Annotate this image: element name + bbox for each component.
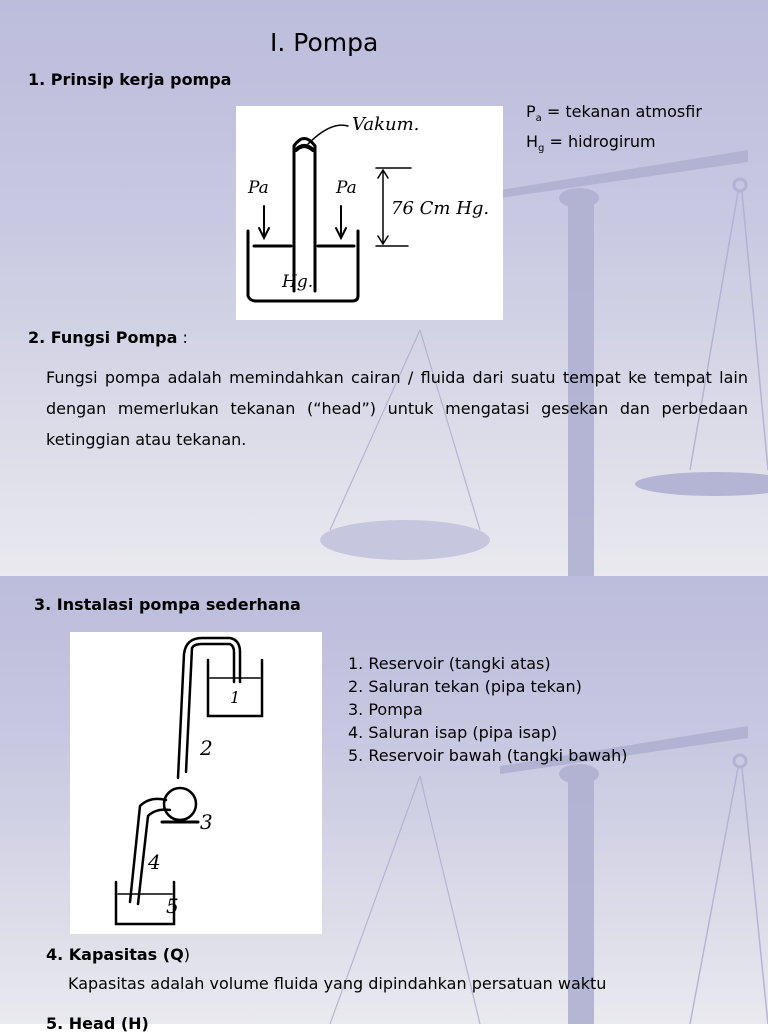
list-item: 1. Reservoir (tangki atas) (348, 654, 551, 673)
label-1: 1 (230, 688, 241, 707)
section-heading-principle: 1. Prinsip kerja pompa (28, 70, 232, 89)
section-heading-head: 5. Head (H) (46, 1014, 149, 1033)
hg-label: Hg. (282, 272, 314, 292)
symbol-legend (526, 100, 702, 160)
section-heading-function: 2. Fungsi Pompa : (28, 328, 188, 347)
list-item: 3. Pompa (348, 700, 423, 719)
legend-hg: $H_g$ = hidrogirum (526, 132, 656, 155)
section-heading-capacity: 4. Kapasitas (Q) (46, 945, 190, 964)
barometer-figure (236, 106, 503, 320)
legend-pa: $P_a$ = tekanan atmosfir (526, 102, 702, 125)
pa-left-label: Pa (248, 178, 269, 198)
label-5: 5 (166, 894, 179, 918)
label-4: 4 (148, 850, 161, 874)
pump-installation-figure (70, 632, 322, 934)
height-label: 76 Cm Hg. (391, 198, 490, 219)
page-title: I. Pompa (270, 28, 379, 57)
section-heading-installation: 3. Instalasi pompa sederhana (34, 595, 301, 614)
pa-right-label: Pa (336, 178, 357, 198)
component-list (348, 652, 627, 767)
function-paragraph: Fungsi pompa adalah memindahkan cairan / fluida dari suatu tempat ke tempat lain dengan memerlukan tekanan (“head”) untuk mengatasi gesekan dan perbedaan ketinggian atau tekanan. (46, 368, 748, 449)
label-2: 2 (200, 736, 213, 760)
vakum-label: Vakum. (352, 114, 420, 135)
capacity-text: Kapasitas adalah volume fluida yang dipindahkan persatuan waktu (68, 974, 607, 993)
pump-installation-sketch (70, 632, 322, 934)
list-item: 5. Reservoir bawah (tangki bawah) (348, 746, 628, 765)
list-item: 2. Saluran tekan (pipa tekan) (348, 677, 582, 696)
list-item: 4. Saluran isap (pipa isap) (348, 723, 558, 742)
label-3: 3 (200, 810, 213, 834)
